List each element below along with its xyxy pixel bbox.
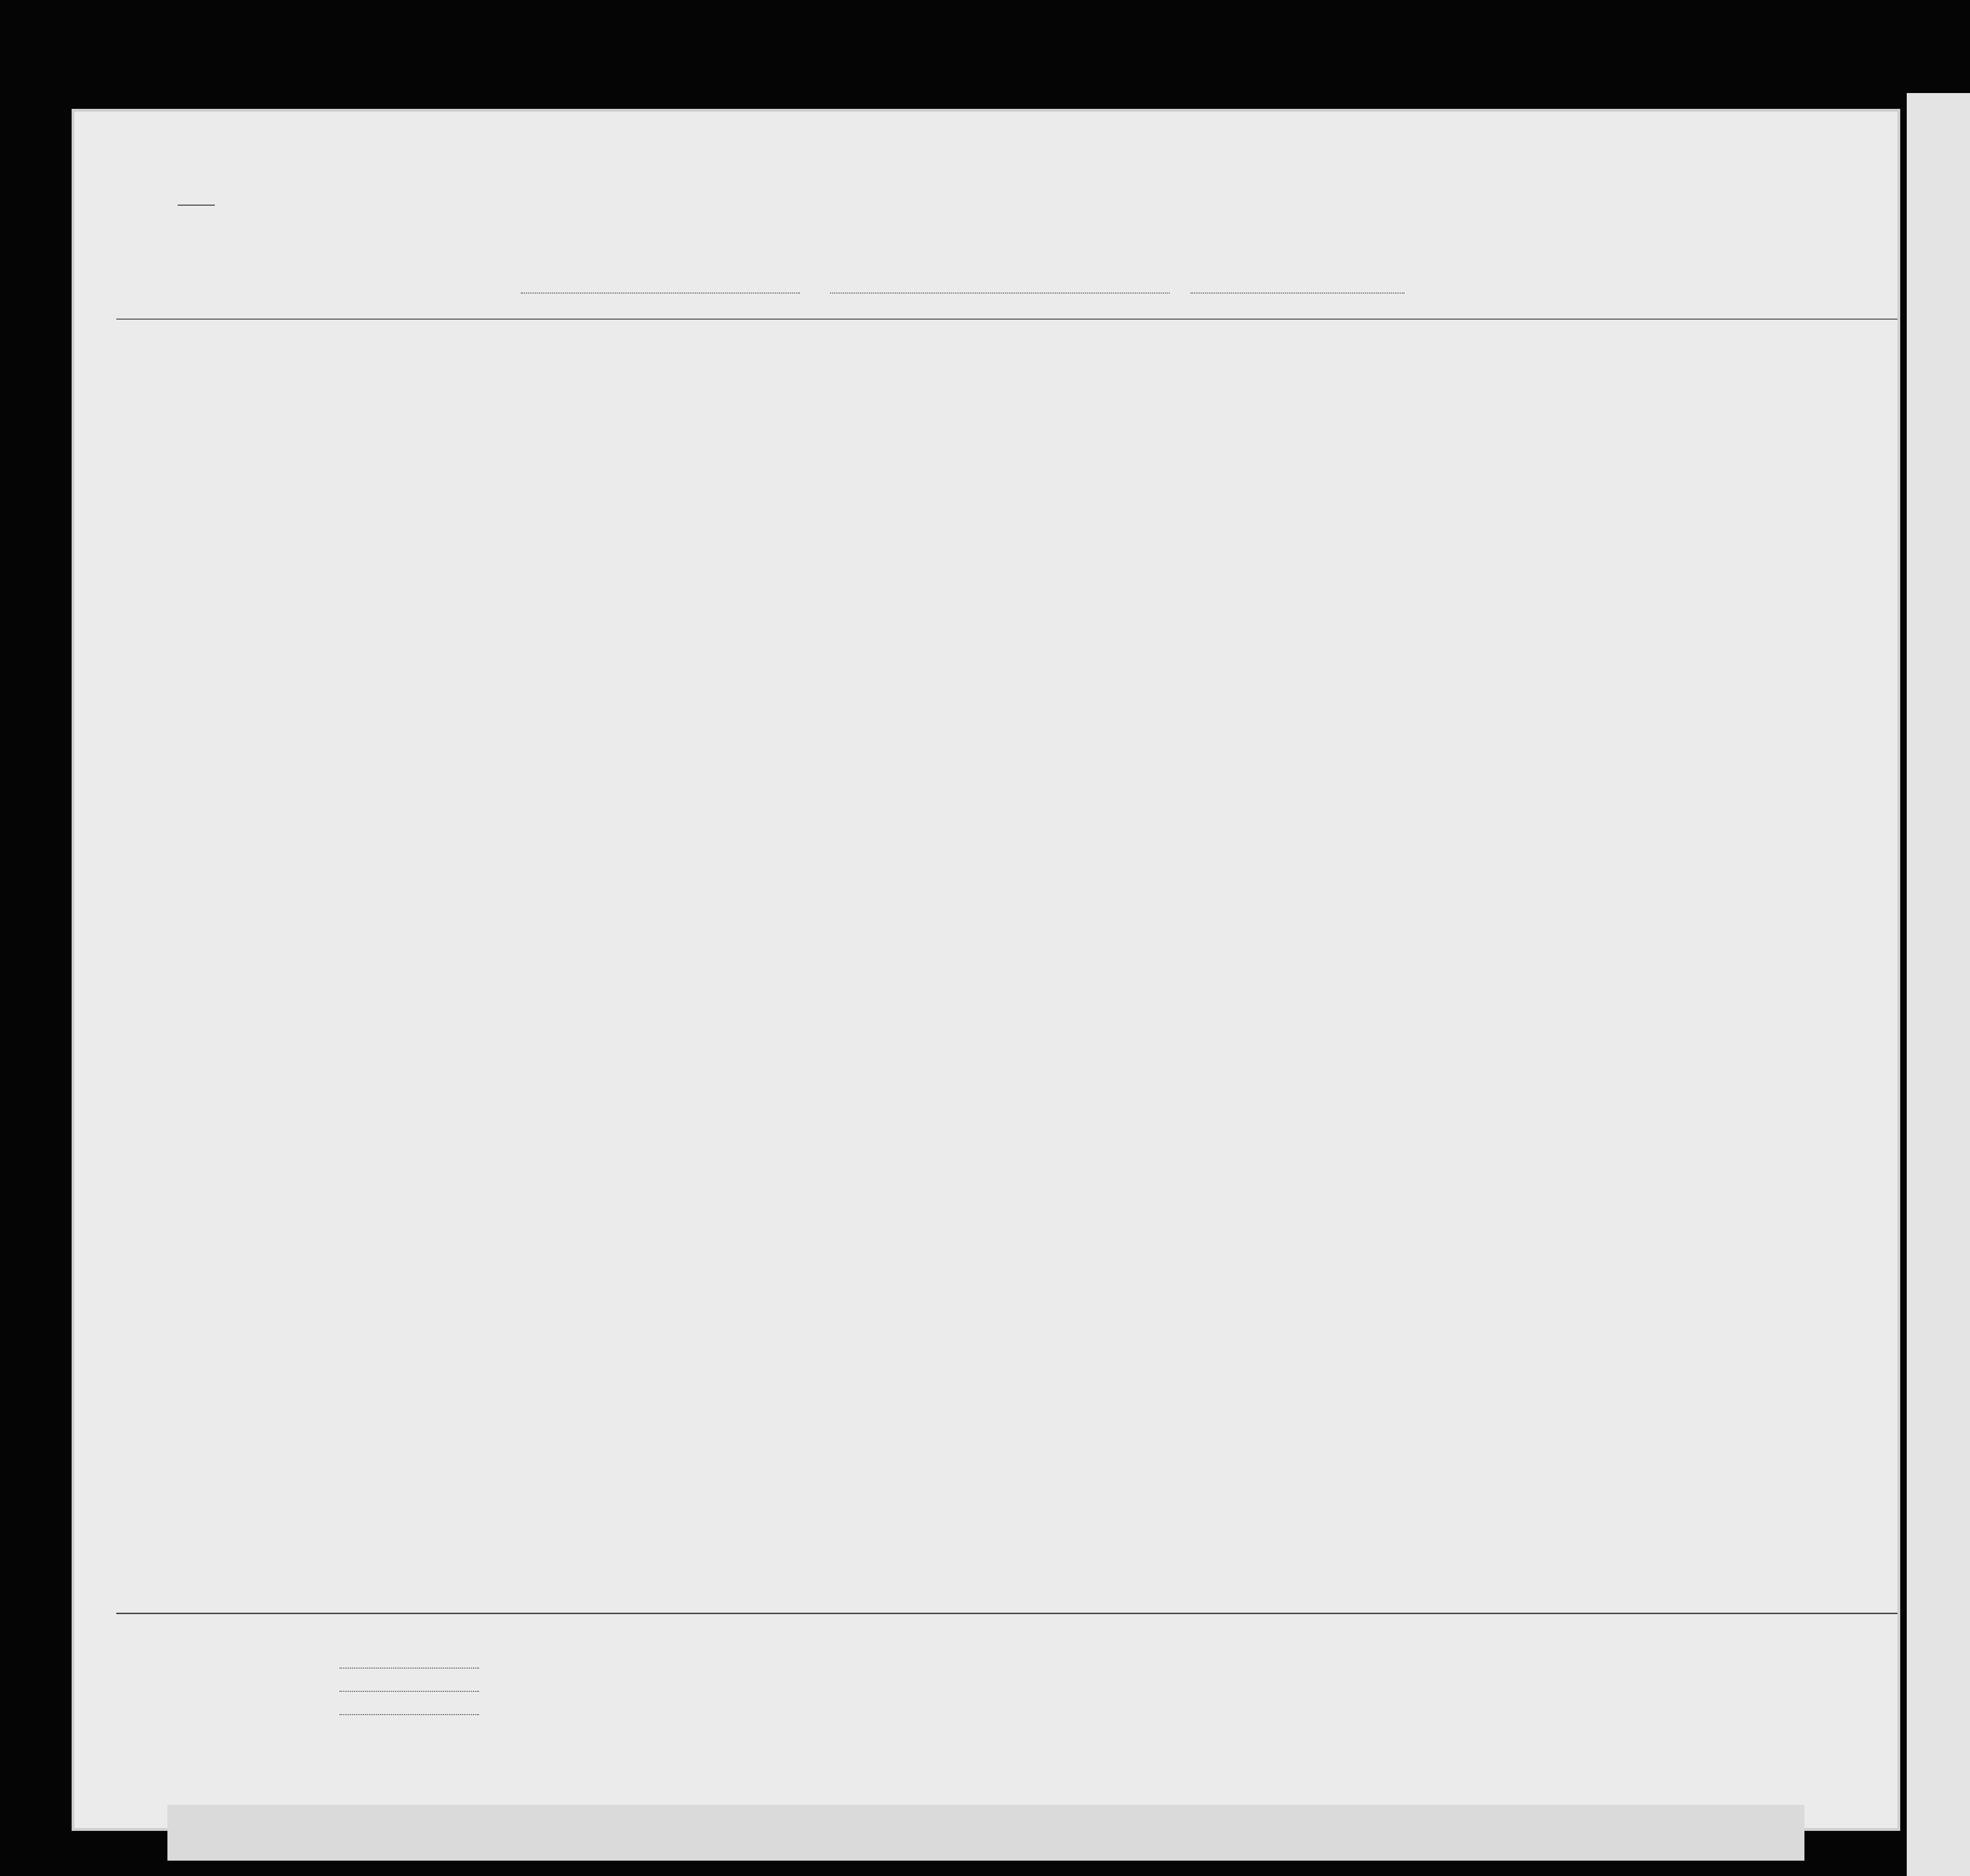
us-citizens-field <box>335 1684 479 1695</box>
adjacent-sheet-edge <box>1907 93 1970 1876</box>
sailing-date <box>1191 293 1404 294</box>
voyage-line <box>521 274 1404 307</box>
lines-blank-note <box>725 1628 730 1649</box>
total-passengers-field <box>335 1661 479 1671</box>
underlying-sheet <box>167 1805 1804 1861</box>
manifest-table <box>116 319 1897 1614</box>
ship-name <box>521 293 800 294</box>
manifest-sheet <box>74 112 1897 1828</box>
port-name <box>830 293 1170 294</box>
list-number <box>172 181 215 205</box>
aliens-field <box>335 1707 479 1718</box>
list-value <box>178 187 215 206</box>
